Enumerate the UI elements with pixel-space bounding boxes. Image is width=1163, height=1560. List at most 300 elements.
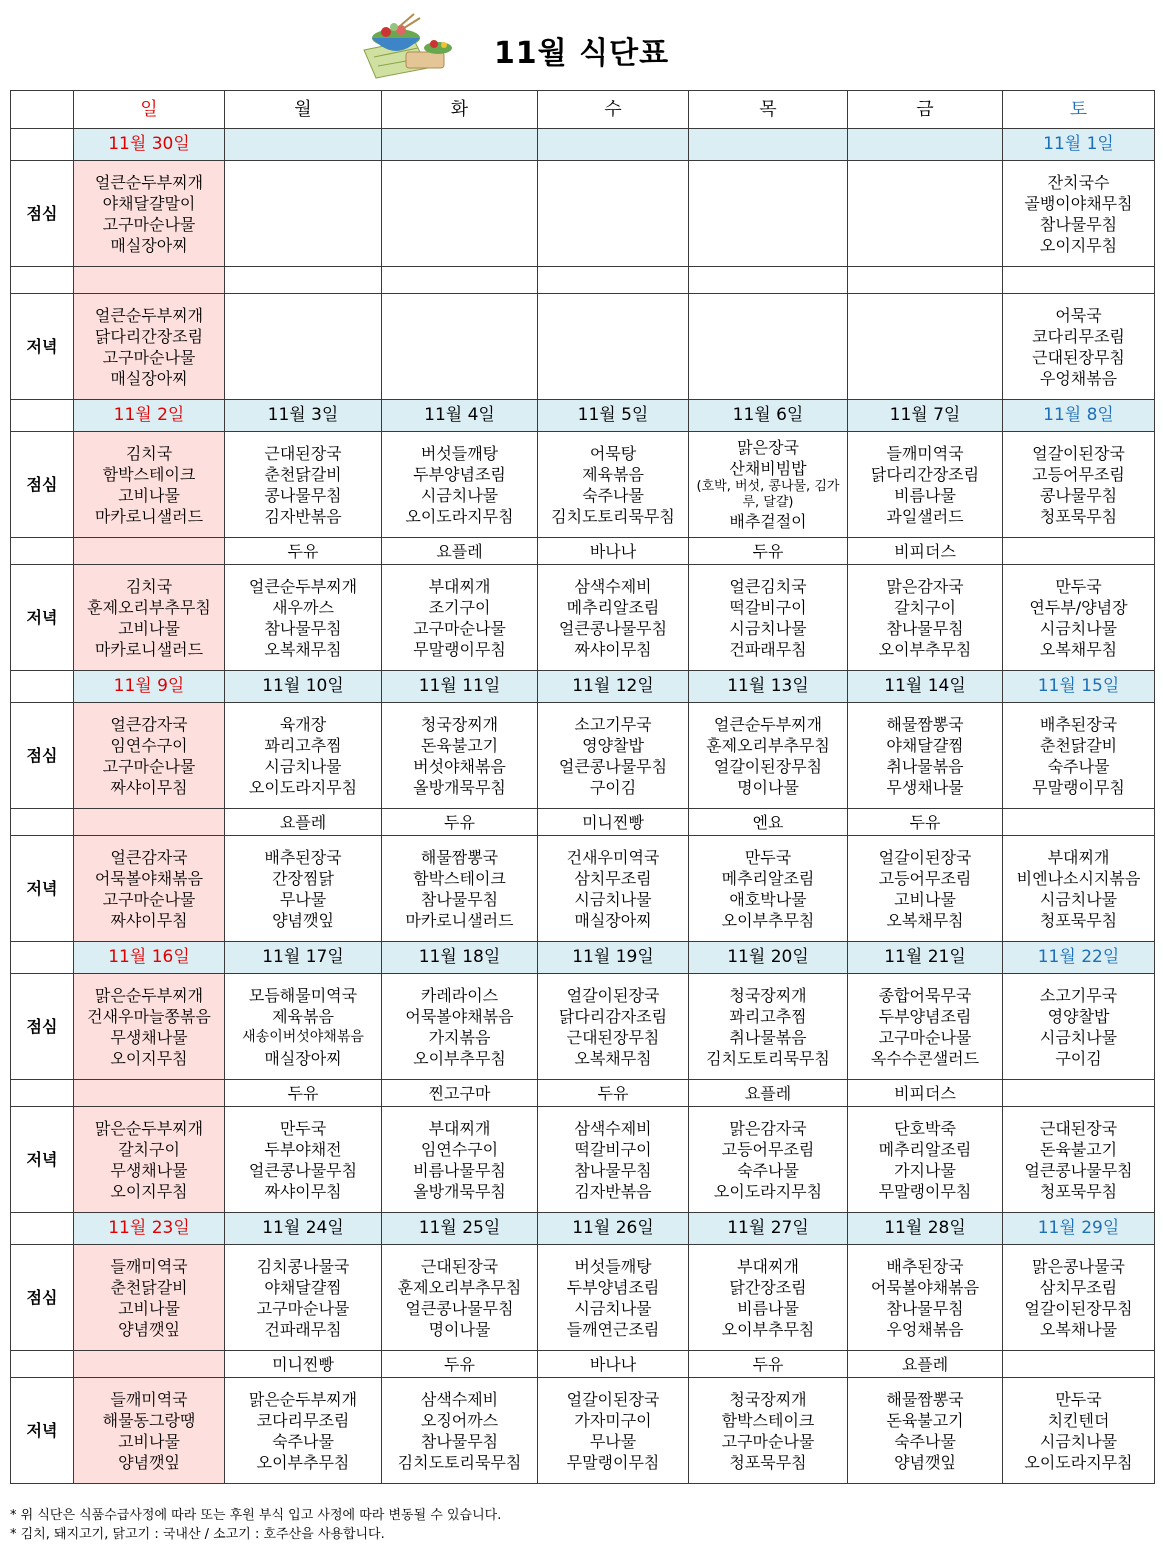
menu-item: 배추된장국 — [1039, 714, 1118, 734]
menu-item: 제육볶음 — [582, 464, 644, 484]
snack-cell: 두유 — [382, 1351, 538, 1378]
snack-cell: 두유 — [225, 1080, 382, 1107]
menu-item: 얼큰콩나물무침 — [248, 1160, 358, 1180]
snack-cell: 미니찐빵 — [538, 809, 689, 836]
menu-item: 무생채나물 — [110, 1027, 188, 1047]
menu-item: 얼갈이된장무침 — [1024, 1298, 1133, 1318]
menu-item: 청국장찌개 — [420, 714, 499, 734]
lunch-cell — [382, 1245, 538, 1351]
menu-item: 짜샤이무침 — [110, 910, 188, 930]
snack-cell — [1003, 1080, 1155, 1107]
menu-item: 만두국 — [1055, 1389, 1102, 1409]
date-cell: 11월 25일 — [382, 1213, 538, 1245]
lunch-cell — [538, 974, 689, 1080]
dinner-cell — [538, 836, 689, 942]
snack-cell — [74, 538, 225, 565]
lunch-label: 점심 — [11, 703, 74, 809]
menu-item: 가지볶음 — [428, 1027, 491, 1047]
dinner-label: 저녁 — [11, 1107, 74, 1213]
lunch-row — [11, 703, 1155, 809]
menu-item: 명이나물 — [428, 1319, 491, 1339]
menu-item: 조기구이 — [428, 597, 491, 617]
date-cell: 11월 13일 — [689, 671, 848, 703]
menu-item: 우엉채볶음 — [886, 1319, 964, 1339]
day-header-row — [11, 91, 1155, 129]
menu-item: 고구마순나물 — [256, 1298, 350, 1318]
menu-item: 비엔나소시지볶음 — [1016, 868, 1141, 888]
date-cell: 11월 27일 — [689, 1213, 848, 1245]
dinner-cell — [1003, 836, 1155, 942]
date-cell: 11월 20일 — [689, 942, 848, 974]
menu-item: 부대찌개 — [1047, 847, 1110, 867]
snack-cell — [538, 267, 689, 294]
lunch-cell — [74, 161, 225, 267]
menu-item: 김치도토리묵무침 — [397, 1452, 522, 1472]
page-header — [0, 0, 1163, 90]
date-cell: 11월 19일 — [538, 942, 689, 974]
menu-item: 부대찌개 — [428, 576, 491, 596]
menu-item: 마카로니샐러드 — [94, 506, 204, 526]
dinner-cell — [689, 836, 848, 942]
menu-item: 콩나물무침 — [264, 485, 342, 505]
menu-item: 만두국 — [279, 1118, 327, 1138]
dinner-cell — [74, 1107, 225, 1213]
dinner-cell — [225, 836, 382, 942]
menu-item: 참나물무침 — [420, 1431, 499, 1451]
dinner-cell — [225, 1107, 382, 1213]
lunch-row — [11, 161, 1155, 267]
menu-item: 시금치나물 — [1039, 889, 1118, 909]
menu-item: 해물동그랑땡 — [102, 1410, 196, 1430]
menu-item: 소고기무국 — [1039, 985, 1118, 1005]
day-header-0: 일 — [74, 91, 225, 129]
menu-item: 양념깻잎 — [118, 1452, 180, 1472]
menu-item: 어묵탕 — [589, 443, 637, 463]
snack-row — [11, 809, 1155, 836]
menu-item: 얼큰감자국 — [110, 714, 188, 734]
footnotes — [10, 1506, 501, 1544]
date-cell: 11월 6일 — [689, 400, 848, 432]
menu-item: 어묵볼야채볶음 — [94, 868, 204, 888]
menu-item: 양념깻잎 — [894, 1452, 956, 1472]
dinner-cell — [382, 1378, 538, 1484]
date-cell: 11월 17일 — [225, 942, 382, 974]
menu-item: 메추리알조림 — [721, 868, 815, 888]
menu-item: 닭간장조림 — [729, 1277, 807, 1297]
date-label-cell — [11, 1213, 74, 1245]
menu-item: 오이부추무침 — [878, 639, 972, 659]
snack-cell: 비피더스 — [848, 1080, 1003, 1107]
menu-item: 구이김 — [1055, 1048, 1102, 1068]
menu-item: 무나물 — [279, 889, 327, 909]
menu-item: 두부야채전 — [264, 1139, 342, 1159]
menu-item: 무생채나물 — [110, 1160, 188, 1180]
snack-cell: 바나나 — [538, 538, 689, 565]
date-row — [11, 129, 1155, 161]
menu-item: 김치도토리묵무침 — [551, 506, 675, 526]
snack-cell: 엔요 — [689, 809, 848, 836]
menu-item: 비름나물 — [737, 1298, 799, 1318]
lunch-cell — [74, 1245, 225, 1351]
dinner-cell — [538, 1378, 689, 1484]
lunch-label: 점심 — [11, 1245, 74, 1351]
dinner-cell — [1003, 1107, 1155, 1213]
menu-item: 숙주나물 — [894, 1431, 956, 1451]
menu-item: 맑은콩나물국 — [1032, 1256, 1125, 1276]
menu-item: 김치국 — [125, 576, 173, 596]
dinner-cell — [848, 836, 1003, 942]
menu-item: 해물짬뽕국 — [886, 1389, 964, 1409]
lunch-row — [11, 1245, 1155, 1351]
menu-item: 영양찰밥 — [1047, 1006, 1110, 1026]
lunch-cell — [538, 432, 689, 538]
menu-item: 야채달걀말이 — [102, 193, 196, 213]
menu-item: 고비나물 — [894, 889, 956, 909]
menu-item: 맑은감자국 — [729, 1118, 807, 1138]
menu-item: 참나물무침 — [1039, 214, 1118, 234]
lunch-cell — [848, 1245, 1003, 1351]
dinner-cell — [1003, 565, 1155, 671]
menu-item: 얼큰순두부찌개 — [713, 714, 823, 734]
menu-item: 김자반볶음 — [574, 1181, 652, 1201]
menu-item: 삼색수제비 — [420, 1389, 499, 1409]
dinner-row — [11, 1378, 1155, 1484]
dinner-cell — [538, 565, 689, 671]
lunch-cell — [1003, 703, 1155, 809]
dinner-cell — [74, 565, 225, 671]
menu-item: 메추리알조림 — [566, 597, 660, 617]
lunch-cell — [225, 703, 382, 809]
menu-item: 어묵볼야채볶음 — [870, 1277, 980, 1297]
menu-item: 배추겉절이 — [729, 512, 807, 531]
lunch-cell — [382, 703, 538, 809]
menu-item: 골뱅이야채무침 — [1024, 193, 1133, 213]
lunch-cell — [74, 432, 225, 538]
menu-item: 청포묵무침 — [1039, 506, 1118, 526]
menu-item: 양념깻잎 — [272, 910, 334, 930]
menu-item: 얼갈이된장국 — [878, 847, 972, 867]
menu-item: 춘천닭갈비 — [110, 1277, 188, 1297]
snack-cell — [848, 267, 1003, 294]
menu-item: 우엉채볶음 — [1039, 368, 1118, 388]
menu-item: 떡갈비구이 — [729, 597, 807, 617]
menu-item: 비름나물무침 — [413, 1160, 506, 1180]
date-cell: 11월 15일 — [1003, 671, 1155, 703]
lunch-cell — [689, 974, 848, 1080]
menu-item: 오복채무침 — [1039, 639, 1118, 659]
menu-item: 청국장찌개 — [729, 985, 807, 1005]
menu-item: 고구마순나물 — [721, 1431, 815, 1451]
dinner-row — [11, 836, 1155, 942]
lunch-cell — [1003, 974, 1155, 1080]
menu-item: 얼갈이된장국 — [566, 985, 660, 1005]
menu-item: 오이도라지무침 — [1024, 1452, 1133, 1472]
menu-item: 구이김 — [589, 777, 637, 797]
menu-item: 무말랭이무침 — [413, 639, 506, 659]
footnote: * 위 식단은 식품수급사정에 따라 또는 후원 부식 입고 사정에 따라 변동될 수 있습니다. — [10, 1508, 502, 1523]
menu-item: 명이나물 — [737, 777, 799, 797]
snack-cell: 두유 — [538, 1080, 689, 1107]
lunch-cell — [382, 432, 538, 538]
corner-cell — [11, 91, 74, 129]
menu-item: 얼큰순두부찌개 — [94, 172, 204, 192]
dinner-cell — [225, 1378, 382, 1484]
menu-item: 두부양념조림 — [566, 1277, 660, 1297]
menu-item: 고구마순나물 — [102, 347, 196, 367]
dinner-row — [11, 565, 1155, 671]
snack-row — [11, 538, 1155, 565]
menu-item: 매실장아찌 — [574, 910, 652, 930]
snack-cell: 두유 — [382, 809, 538, 836]
date-cell: 11월 22일 — [1003, 942, 1155, 974]
menu-item: 매실장아찌 — [110, 235, 188, 255]
lunch-cell — [689, 432, 848, 538]
date-cell: 11월 3일 — [225, 400, 382, 432]
lunch-cell — [225, 432, 382, 538]
menu-item: 청포묵무침 — [1039, 1181, 1118, 1201]
dinner-cell — [689, 1107, 848, 1213]
dinner-cell — [689, 1378, 848, 1484]
snack-label-cell — [11, 1351, 74, 1378]
menu-item: 종합어묵무국 — [878, 985, 972, 1005]
menu-item: 영양찰밥 — [582, 735, 644, 755]
lunch-cell — [848, 432, 1003, 538]
menu-item: 오이도라지무침 — [713, 1181, 823, 1201]
menu-item: 들깨연근조림 — [566, 1319, 660, 1339]
dinner-cell — [1003, 1378, 1155, 1484]
menu-item: 단호박죽 — [894, 1118, 956, 1138]
date-cell — [538, 129, 689, 161]
menu-item: 김치국 — [125, 443, 173, 463]
menu-item: 비름나물 — [894, 485, 956, 505]
menu-item: 무말랭이무침 — [1032, 777, 1125, 797]
dinner-cell — [74, 836, 225, 942]
page-title: 11월 식단표 — [493, 36, 670, 71]
date-cell: 11월 28일 — [848, 1213, 1003, 1245]
lunch-cell — [225, 161, 382, 267]
day-header-6: 토 — [1003, 91, 1155, 129]
menu-item: 마카로니샐러드 — [405, 910, 514, 930]
date-label-cell — [11, 671, 74, 703]
menu-item: 청포묵무침 — [1039, 910, 1118, 930]
dinner-cell — [382, 294, 538, 400]
menu-item: 가자미구이 — [574, 1410, 652, 1430]
date-cell: 11월 16일 — [74, 942, 225, 974]
menu-item: 고비나물 — [118, 1431, 180, 1451]
menu-item: 근대된장무침 — [1032, 347, 1125, 367]
menu-item: 건새우미역국 — [566, 847, 660, 867]
menu-item: 고구마순나물 — [102, 214, 196, 234]
lunch-row — [11, 974, 1155, 1080]
date-label-cell — [11, 129, 74, 161]
menu-item: 얼큰김치국 — [729, 576, 807, 596]
menu-item: 간장찜닭 — [272, 868, 334, 888]
menu-item: 얼큰콩나물무침 — [558, 618, 668, 638]
snack-cell: 두유 — [225, 538, 382, 565]
lunch-cell — [74, 974, 225, 1080]
menu-item: 새우까스 — [272, 597, 334, 617]
menu-item: 올방개묵무침 — [413, 1181, 506, 1201]
menu-item: 모듬해물미역국 — [248, 985, 358, 1005]
menu-item: 부대찌개 — [737, 1256, 799, 1276]
dinner-row — [11, 294, 1155, 400]
menu-item: 오이지무침 — [110, 1181, 188, 1201]
date-cell: 11월 1일 — [1003, 129, 1155, 161]
snack-cell: 찐고구마 — [382, 1080, 538, 1107]
lunch-cell — [848, 161, 1003, 267]
menu-item: 연두부/양념장 — [1029, 597, 1128, 617]
dinner-cell — [689, 565, 848, 671]
menu-item: 육개장 — [279, 714, 327, 734]
menu-item: 콩나물무침 — [1039, 485, 1118, 505]
menu-item: 만두국 — [1055, 576, 1102, 596]
dinner-cell — [382, 836, 538, 942]
menu-item: 시금치나물 — [574, 1298, 652, 1318]
menu-item: 돈육불고기 — [1039, 1139, 1118, 1159]
dinner-cell — [225, 565, 382, 671]
dinner-label: 저녁 — [11, 1378, 74, 1484]
menu-item: 야채달걀찜 — [886, 735, 964, 755]
snack-cell: 요플레 — [848, 1351, 1003, 1378]
date-label-cell — [11, 400, 74, 432]
lunch-label: 점심 — [11, 974, 74, 1080]
menu-item: 무생채나물 — [886, 777, 964, 797]
menu-item: (호박, 버섯, 콩나물, 김가루, 달걀) — [696, 479, 840, 510]
date-cell: 11월 24일 — [225, 1213, 382, 1245]
menu-item: 근대된장국 — [264, 443, 342, 463]
lunch-label: 점심 — [11, 161, 74, 267]
menu-item: 시금치나물 — [1039, 1431, 1118, 1451]
menu-item: 두부양념조림 — [878, 1006, 972, 1026]
snack-cell — [74, 267, 225, 294]
date-cell: 11월 5일 — [538, 400, 689, 432]
snack-cell: 두유 — [689, 538, 848, 565]
lunch-cell — [848, 974, 1003, 1080]
menu-item: 숙주나물 — [272, 1431, 334, 1451]
menu-item: 시금치나물 — [1039, 1027, 1118, 1047]
menu-item: 버섯들깨탕 — [574, 1256, 652, 1276]
date-cell: 11월 14일 — [848, 671, 1003, 703]
menu-item: 시금치나물 — [420, 485, 499, 505]
lunch-cell — [1003, 161, 1155, 267]
menu-item: 오이도라지무침 — [248, 777, 358, 797]
menu-item: 훈제오리부추무침 — [87, 597, 211, 617]
snack-cell: 요플레 — [382, 538, 538, 565]
menu-item: 얼큰순두부찌개 — [94, 305, 204, 325]
snack-cell: 두유 — [689, 1351, 848, 1378]
menu-item: 갈치구이 — [118, 1139, 180, 1159]
dinner-cell — [74, 294, 225, 400]
menu-item: 시금치나물 — [264, 756, 342, 776]
menu-item: 훈제오리부추무침 — [706, 735, 830, 755]
dinner-cell — [1003, 294, 1155, 400]
snack-row — [11, 1080, 1155, 1107]
menu-item: 얼갈이된장무침 — [713, 756, 823, 776]
menu-item: 취나물볶음 — [886, 756, 964, 776]
menu-item: 오이도라지무침 — [405, 506, 514, 526]
lunch-cell — [225, 974, 382, 1080]
date-cell — [382, 129, 538, 161]
lunch-cell — [1003, 1245, 1155, 1351]
menu-item: 숙주나물 — [1047, 756, 1110, 776]
menu-item: 오이부추무침 — [413, 1048, 506, 1068]
menu-item: 숙주나물 — [582, 485, 644, 505]
dinner-cell — [848, 1107, 1003, 1213]
menu-item: 짜샤이무침 — [264, 1181, 342, 1201]
date-cell: 11월 30일 — [74, 129, 225, 161]
menu-item: 김치도토리묵무침 — [706, 1048, 830, 1068]
menu-item: 청국장찌개 — [729, 1389, 807, 1409]
menu-item: 애호박나물 — [729, 889, 807, 909]
date-row — [11, 671, 1155, 703]
date-cell: 11월 11일 — [382, 671, 538, 703]
menu-item: 고비나물 — [118, 1298, 180, 1318]
lunch-cell — [848, 703, 1003, 809]
menu-item: 고등어무조림 — [878, 868, 972, 888]
lunch-cell — [74, 703, 225, 809]
menu-item: 고비나물 — [118, 618, 180, 638]
dinner-row — [11, 1107, 1155, 1213]
menu-item: 맑은순두부찌개 — [94, 1118, 204, 1138]
menu-item: 버섯야채볶음 — [413, 756, 506, 776]
snack-row — [11, 1351, 1155, 1378]
snack-cell — [225, 267, 382, 294]
snack-row — [11, 267, 1155, 294]
snack-label-cell — [11, 267, 74, 294]
date-cell: 11월 18일 — [382, 942, 538, 974]
menu-item: 취나물볶음 — [729, 1027, 807, 1047]
menu-item: 돈육불고기 — [886, 1410, 964, 1430]
snack-label-cell — [11, 538, 74, 565]
menu-item: 얼큰콩나물무침 — [558, 756, 668, 776]
date-label-cell — [11, 942, 74, 974]
lunch-cell — [382, 974, 538, 1080]
snack-cell — [74, 809, 225, 836]
snack-cell: 요플레 — [689, 1080, 848, 1107]
menu-item: 고구마순나물 — [102, 889, 196, 909]
menu-item: 꽈리고추찜 — [264, 735, 342, 755]
menu-item: 시금치나물 — [1039, 618, 1118, 638]
snack-cell: 비피더스 — [848, 538, 1003, 565]
day-header-3: 수 — [538, 91, 689, 129]
lunch-cell — [538, 161, 689, 267]
snack-label-cell — [11, 1080, 74, 1107]
dinner-cell — [74, 1378, 225, 1484]
menu-item: 오이부추무침 — [721, 910, 815, 930]
dinner-cell — [848, 294, 1003, 400]
date-cell: 11월 2일 — [74, 400, 225, 432]
footnote: * 김치, 돼지고기, 닭고기 : 국내산 / 소고기 : 호주산을 사용합니다. — [10, 1527, 385, 1542]
menu-item: 치킨텐더 — [1047, 1410, 1110, 1430]
menu-item: 닭다리간장조림 — [94, 326, 204, 346]
menu-item: 임연수구이 — [420, 1139, 499, 1159]
menu-item: 오이부추무침 — [256, 1452, 350, 1472]
menu-item: 참나물무침 — [574, 1160, 652, 1180]
snack-cell: 바나나 — [538, 1351, 689, 1378]
menu-item: 함박스테이크 — [102, 464, 196, 484]
snack-cell: 미니찐빵 — [225, 1351, 382, 1378]
menu-item: 들깨미역국 — [110, 1389, 188, 1409]
menu-item: 건새우마늘쫑볶음 — [87, 1006, 211, 1026]
menu-item: 매실장아찌 — [110, 368, 188, 388]
menu-item: 배추된장국 — [264, 847, 342, 867]
menu-item: 얼갈이된장국 — [566, 1389, 660, 1409]
menu-item: 고비나물 — [118, 485, 180, 505]
date-cell: 11월 26일 — [538, 1213, 689, 1245]
menu-item: 떡갈비구이 — [574, 1139, 652, 1159]
snack-cell — [689, 267, 848, 294]
menu-item: 고등어무조림 — [1032, 464, 1125, 484]
